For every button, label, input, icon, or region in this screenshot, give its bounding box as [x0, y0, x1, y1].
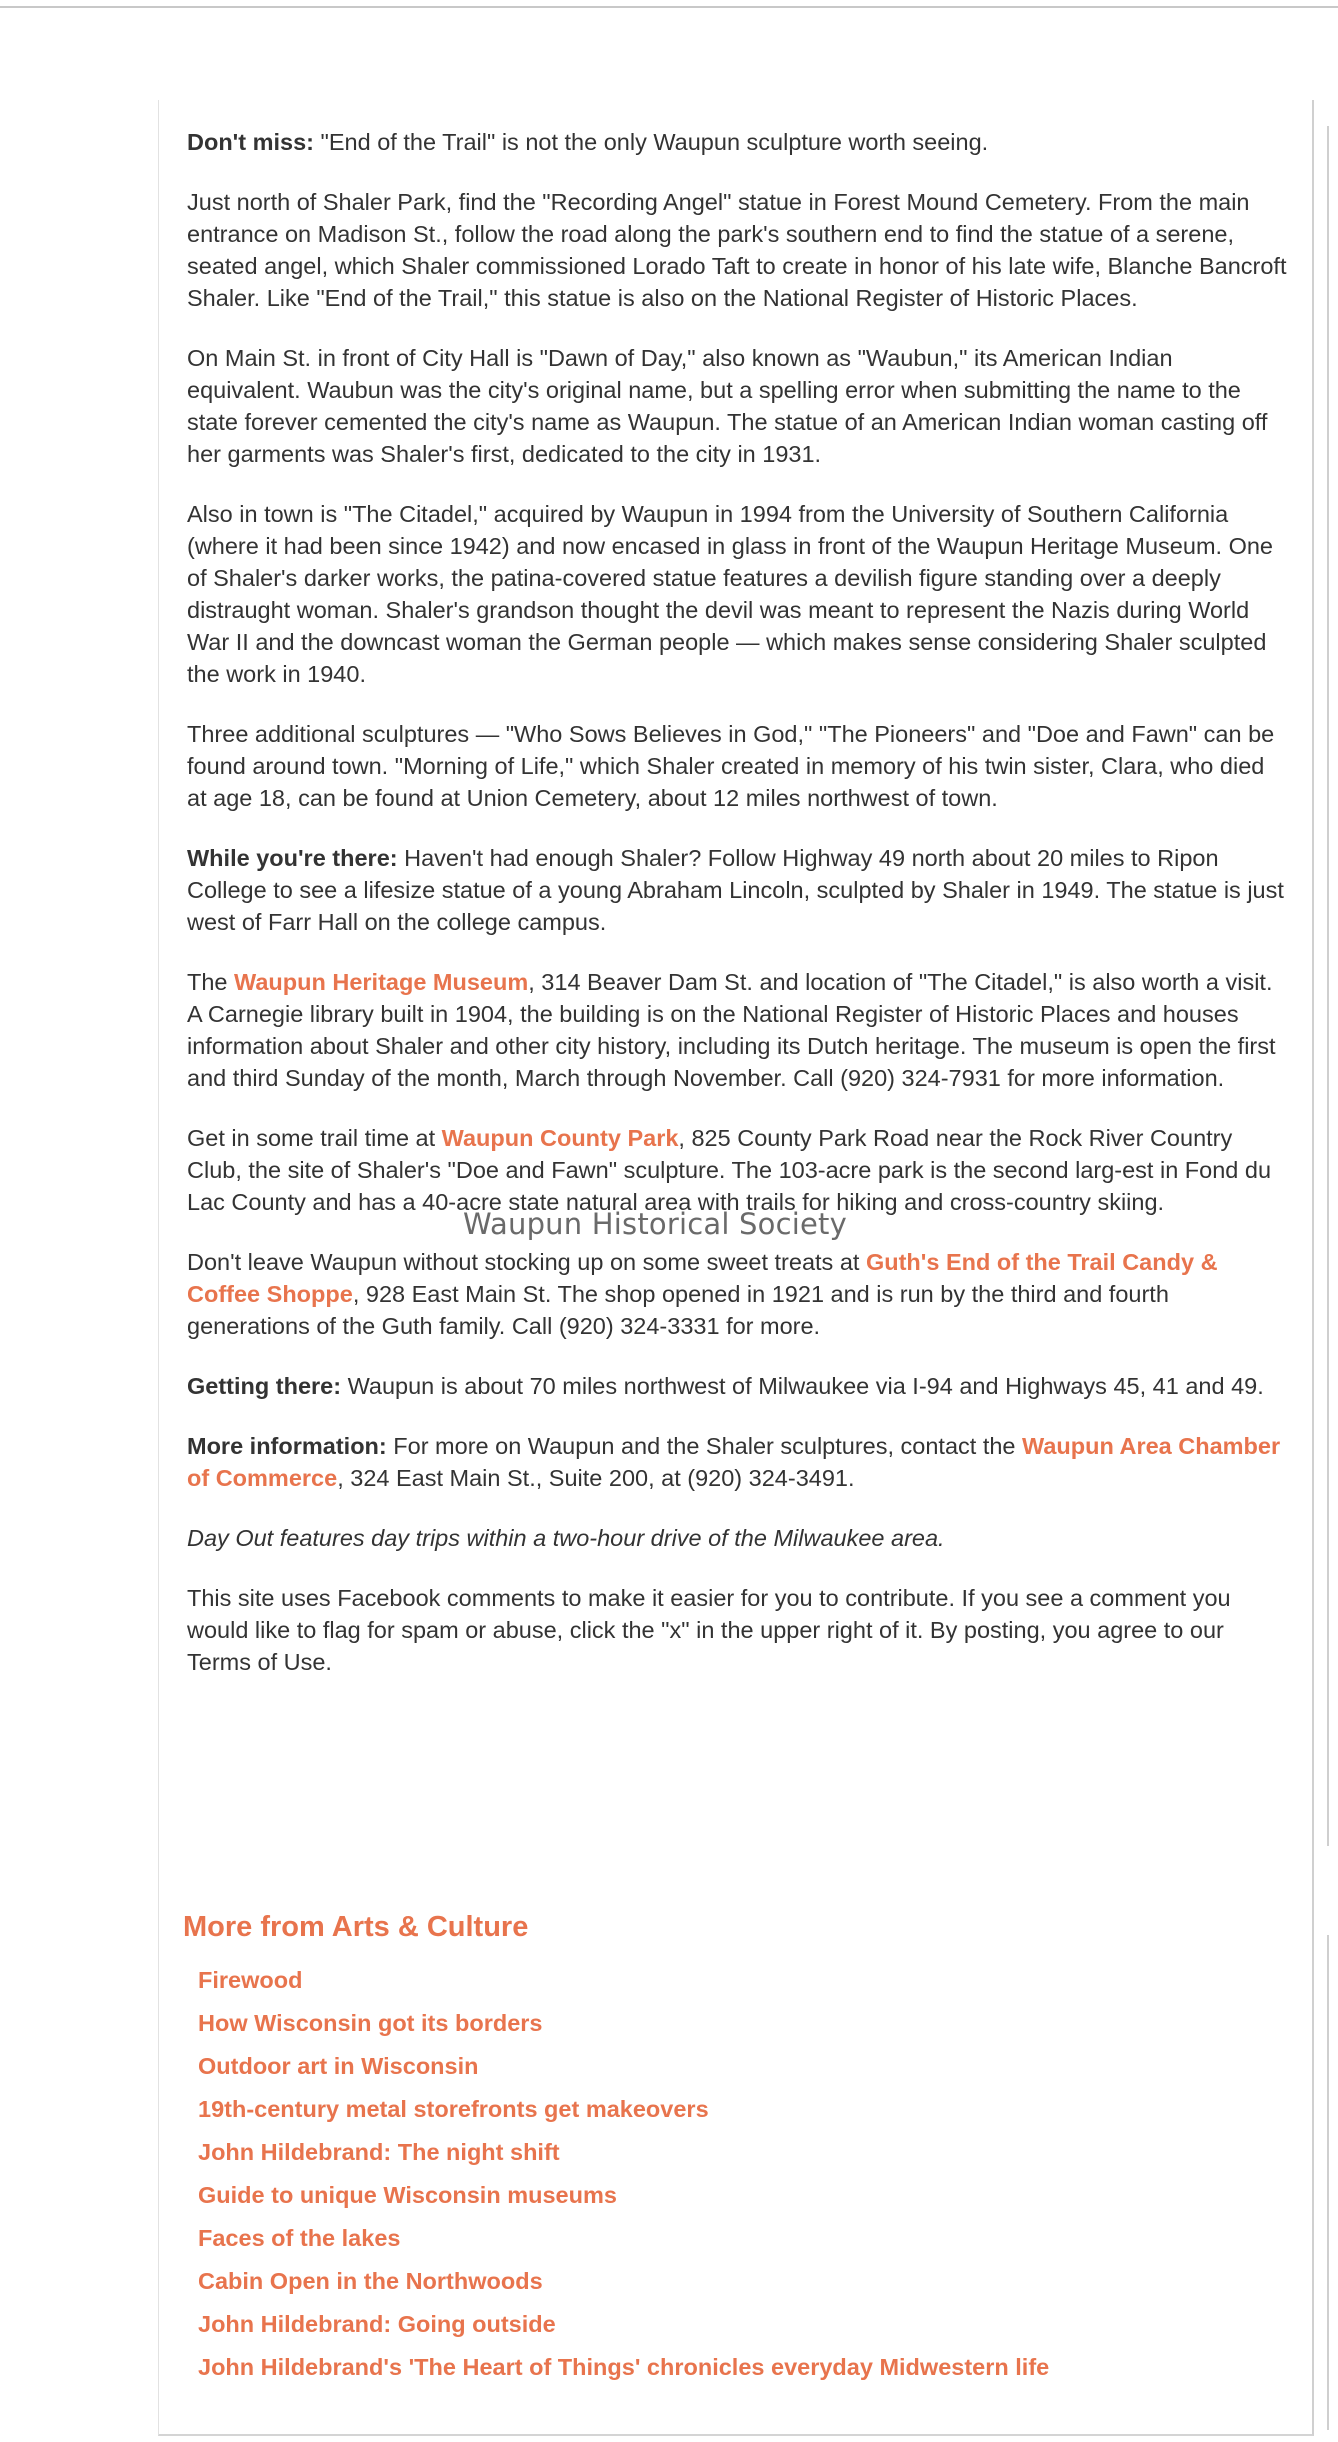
related-link-unique-museums[interactable]: Guide to unique Wisconsin museums: [198, 2182, 617, 2208]
getting-there-text: Waupun is about 70 miles northwest of Milwaukee via I-94 and Highways 45, 41 and 49.: [341, 1373, 1264, 1399]
related-link-firewood[interactable]: Firewood: [198, 1967, 303, 1993]
citadel-paragraph: Also in town is "The Citadel," acquired by Waupun in 1994 from the University of Southern California (where it had been since 1942) and now encased in glass in front of the Waupun Heritage Museum. One of Shaler's darker works, the patina-covered statue features a devilish figure standing over a deeply distraught woman. Shaler's grandson thought the devil was meant to represent the Nazis during World War II and the downcast woman the German people — which makes sense considering Shaler sculpted the work in 1940.: [187, 501, 1273, 687]
while-there-paragraph: [187, 842, 1287, 938]
related-heading: More from Arts & Culture: [183, 1911, 529, 1943]
more-info-text-before: For more on Waupun and the Shaler sculptures, contact the: [386, 1433, 1023, 1459]
waupun-county-park-link[interactable]: Waupun County Park: [441, 1125, 679, 1151]
while-there-label: While you're there:: [187, 845, 398, 871]
guths-candy-shoppe-link[interactable]: Guth's End of the Trail Candy & Coffee Shoppe: [187, 1249, 1218, 1307]
dont-miss-text: "End of the Trail" is not the only Waupun sculpture worth seeing.: [314, 129, 989, 155]
scrollbar-track-lower[interactable]: [1327, 1935, 1329, 2430]
more-info-paragraph: [187, 1430, 1287, 1494]
related-link-going-outside[interactable]: John Hildebrand: Going outside: [198, 2311, 556, 2337]
related-list: [183, 1964, 1049, 2394]
watermark-caption: Waupun Historical Society: [463, 1207, 847, 1241]
guths-text-after: , 928 East Main St. The shop opened in 1921 and is run by the third and fourth generations of the Guth family. Call (920) 324-3331 for more.: [187, 1281, 1169, 1339]
museum-text-before: The: [187, 969, 235, 995]
related-link-cabin-open[interactable]: Cabin Open in the Northwoods: [198, 2268, 543, 2294]
dont-miss-paragraph: [187, 126, 1287, 158]
three-sculptures-paragraph: Three additional sculptures — "Who Sows Believes in God," "The Pioneers" and "Doe and Fawn" can be found around town. "Morning of Life," which Shaler created in memory of his twin sister, Clara, who died at age 18, can be found at Union Cemetery, about 12 miles northwest of town.: [187, 721, 1275, 811]
getting-there-paragraph: [187, 1370, 1287, 1402]
related-link-wisconsin-borders[interactable]: How Wisconsin got its borders: [198, 2010, 543, 2036]
dawn-of-day-paragraph: On Main St. in front of City Hall is "Dawn of Day," also known as "Waubun," its American Indian equivalent. Waubun was the city's original name, but a spelling error when submitting the name to the state forever cemented the city's name as Waupun. The statue of an American Indian woman casting off her garments was Shaler's first, dedicated to the city in 1931.: [187, 345, 1268, 467]
dont-miss-label: Don't miss:: [187, 129, 315, 155]
chamber-of-commerce-link[interactable]: Waupun Area Chamber of Commerce: [187, 1433, 1281, 1491]
museum-paragraph: [187, 966, 1287, 1094]
day-out-tagline: Day Out features day trips within a two-hour drive of the Milwaukee area.: [187, 1525, 945, 1551]
day-out-paragraph: [187, 1522, 1287, 1554]
related-link-faces-of-lakes[interactable]: Faces of the lakes: [198, 2225, 401, 2251]
county-park-text-before: Get in some trail time at: [187, 1125, 442, 1151]
related-link-heart-of-things[interactable]: John Hildebrand's 'The Heart of Things' chronicles everyday Midwestern life: [198, 2354, 1050, 2380]
scrollbar-track[interactable]: [1327, 126, 1329, 1846]
more-info-text-after: , 324 East Main St., Suite 200, at (920) 324-3491.: [337, 1465, 855, 1491]
top-rule: [0, 6, 1338, 8]
guths-text-before: Don't leave Waupun without stocking up on some sweet treats at: [187, 1249, 866, 1275]
related-link-night-shift[interactable]: John Hildebrand: The night shift: [198, 2139, 560, 2165]
county-park-text-after: , 825 County Park Road near the Rock River Country Club, the site of Shaler's "Doe and Fawn" sculpture. The 103-acre park is the second larg-est in Fond du Lac County and has a 40-acre state natural area with trails for hiking and cross-country skiing.: [187, 1125, 1272, 1215]
related-link-metal-storefronts[interactable]: 19th-century metal storefronts get makeovers: [198, 2096, 709, 2122]
getting-there-label: Getting there:: [187, 1373, 342, 1399]
facebook-comments-notice: This site uses Facebook comments to make it easier for you to contribute. If you see a comment you would like to flag for spam or abuse, click the "x" in the upper right of it. By posting, you agree to our Terms of Use.: [187, 1585, 1231, 1675]
more-info-label: More information:: [187, 1433, 387, 1459]
article-body: [187, 126, 1287, 1706]
museum-text-after: , 314 Beaver Dam St. and location of "The Citadel," is also worth a visit. A Carnegie library built in 1904, the building is on the National Register of Historic Places and houses information about Shaler and other city history, including its Dutch heritage. The museum is open the first and third Sunday of the month, March through November. Call (920) 324-7931 for more information.: [187, 969, 1276, 1091]
guths-paragraph: [187, 1246, 1287, 1342]
county-park-paragraph: [187, 1122, 1287, 1218]
while-there-text: Haven't had enough Shaler? Follow Highway 49 north about 20 miles to Ripon College to see a lifesize statue of a young Abraham Lincoln, sculpted by Shaler in 1949. The statue is just west of Farr Hall on the college campus.: [187, 845, 1284, 935]
recording-angel-paragraph: Just north of Shaler Park, find the "Recording Angel" statue in Forest Mound Cemetery. From the main entrance on Madison St., follow the road along the park's southern end to find the statue of a serene, seated angel, which Shaler commissioned Lorado Taft to create in honor of his late wife, Blanche Bancroft Shaler. Like "End of the Trail," this statue is also on the National Register of Historic Places.: [187, 189, 1287, 311]
related-articles: [183, 1908, 1049, 2394]
waupun-heritage-museum-link[interactable]: Waupun Heritage Museum: [234, 969, 529, 995]
related-link-outdoor-art[interactable]: Outdoor art in Wisconsin: [198, 2053, 479, 2079]
